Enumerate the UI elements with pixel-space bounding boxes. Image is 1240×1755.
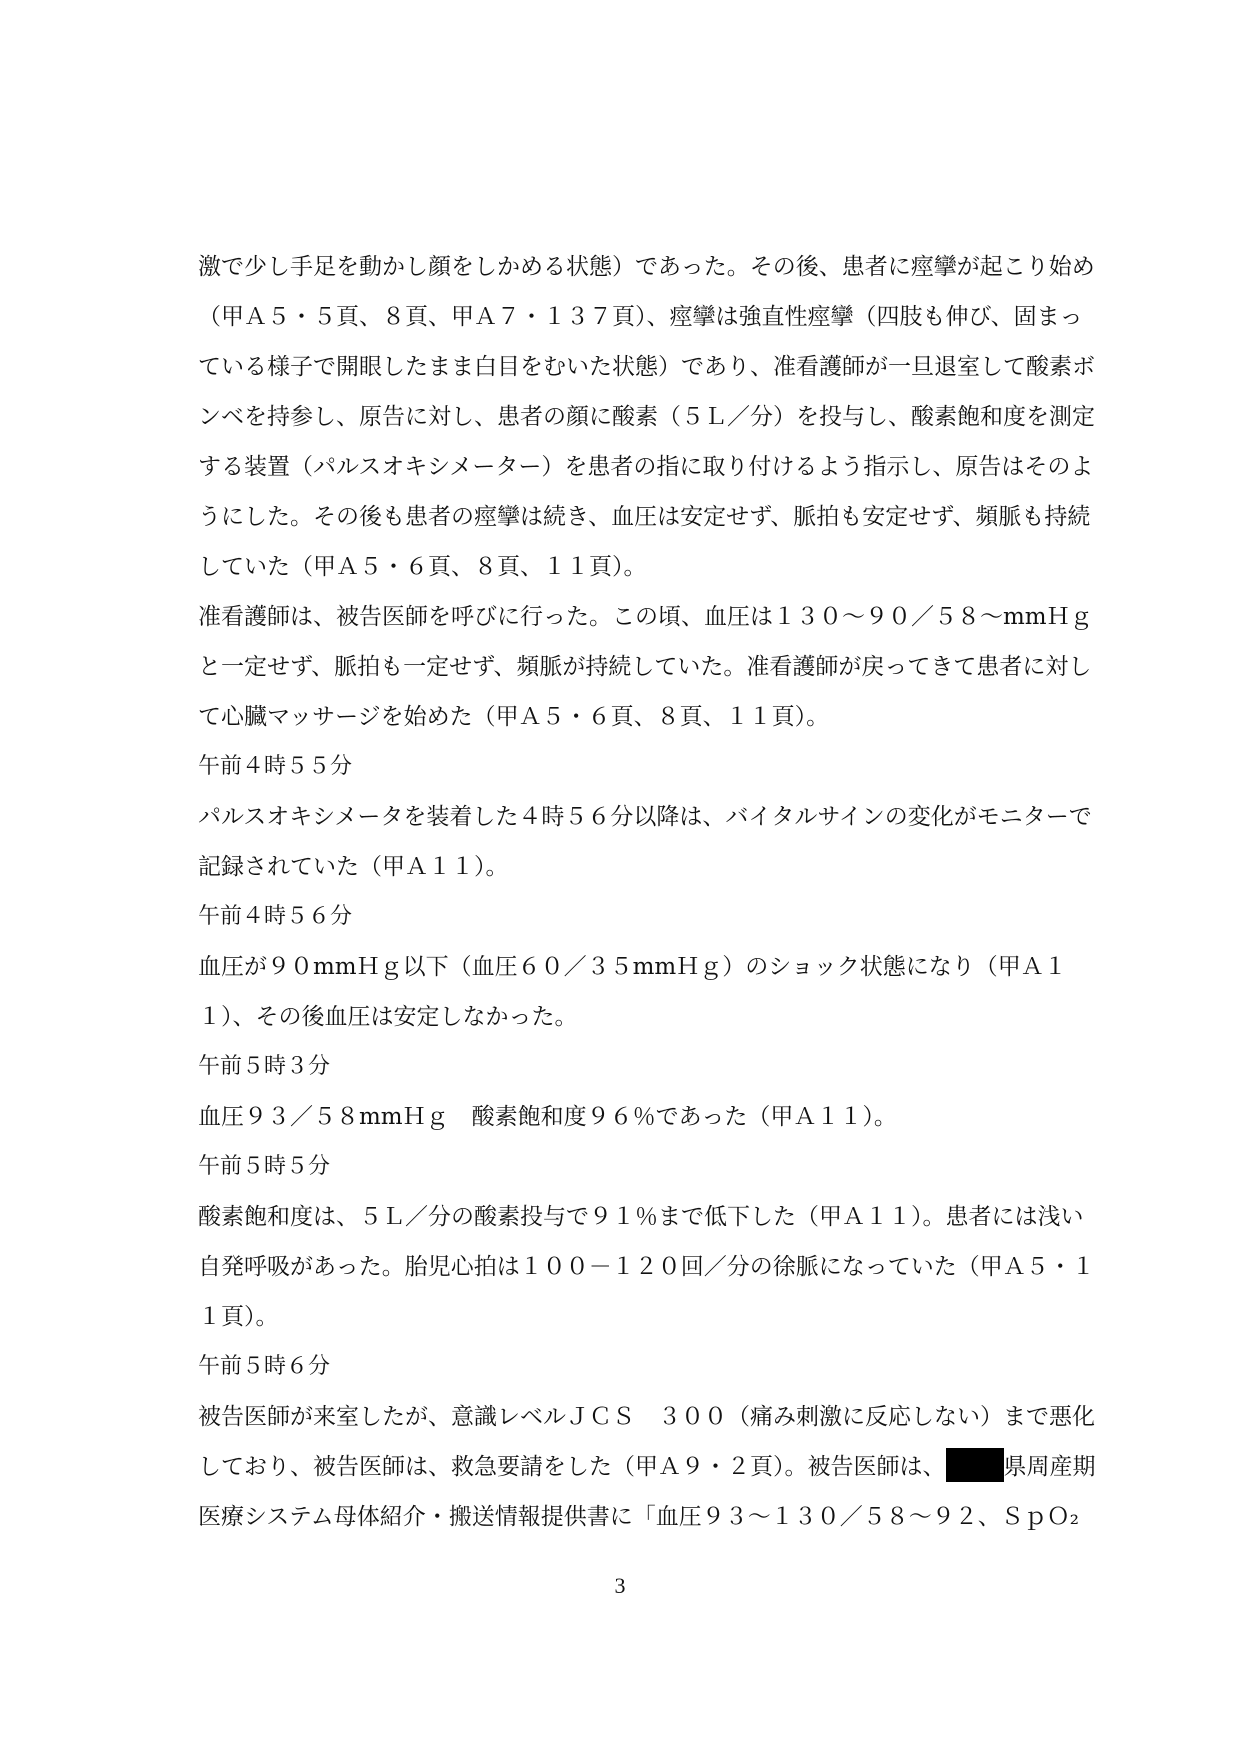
document-body [198, 242, 1103, 1542]
text-segment: しており、被告医師は、救急要請をした（甲Ａ９・２頁）。被告医師は、 [198, 1454, 946, 1480]
text-segment: 県周産期 [1003, 1454, 1096, 1480]
text-line: 血圧９３／５８mmＨｇ 酸素飽和度９６％であった（甲Ａ１１）。 [198, 1104, 897, 1130]
time-heading: 午前５時３分 [198, 1054, 331, 1079]
time-heading: 午前５時６分 [198, 1354, 331, 1379]
text-line [198, 1442, 1103, 1492]
text-line: 被告医師が来室したが、意識レベルＪＣＳ ３００（痛み刺激に反応しない）まで悪化 [198, 1404, 1095, 1430]
text-line: と一定せず、脈拍も一定せず、頻脈が持続していた。准看護師が戻ってきて患者に対し [198, 654, 1092, 680]
text-line: 激で少し手足を動かし顔をしかめる状態）であった。その後、患者に痙攣が起こり始め [198, 254, 1095, 280]
text-line: パルスオキシメータを装着した４時５６分以降は、バイタルサインの変化がモニターで [198, 804, 1092, 830]
text-line: １）、その後血圧は安定しなかった。 [198, 1004, 578, 1030]
text-line: １頁）。 [198, 1304, 279, 1330]
page-number: 3 [614, 1573, 626, 1598]
text-line: 記録されていた（甲Ａ１１）。 [198, 854, 509, 880]
time-heading: 午前４時５６分 [198, 904, 353, 929]
time-heading: 午前４時５５分 [198, 754, 353, 779]
time-heading: 午前５時５分 [198, 1154, 331, 1179]
text-line: うにした。その後も患者の痙攣は続き、血圧は安定せず、脈拍も安定せず、頻脈も持続 [198, 504, 1091, 530]
text-line: 准看護師は、被告医師を呼びに行った。この頃、血圧は１３０～９０／５８～mmＨｇ [198, 604, 1093, 630]
text-line: （甲Ａ５・５頁、８頁、甲Ａ７・１３７頁）、痙攣は強直性痙攣（四肢も伸び、固まっ [198, 304, 1083, 330]
text-line: 医療システム母体紹介・搬送情報提供書に「血圧９３～１３０／５８～９２、ＳｐＯ₂ [198, 1504, 1079, 1530]
redaction-block [946, 1448, 1004, 1482]
text-line: て心臓マッサージを始めた（甲Ａ５・６頁、８頁、１１頁）。 [198, 704, 830, 730]
text-line: ている様子で開眼したまま白目をむいた状態）であり、准看護師が一旦退室して酸素ボ [198, 354, 1095, 380]
text-line: 自発呼吸があった。胎児心拍は１００－１２０回／分の徐脈になっていた（甲Ａ５・１ [198, 1254, 1095, 1280]
text-line: 血圧が９０mmＨｇ以下（血圧６０／３５mmＨｇ）のショック状態になり（甲Ａ１ [198, 954, 1067, 980]
text-line: ンベを持参し、原告に対し、患者の顔に酸素（５Ｌ／分）を投与し、酸素飽和度を測定 [198, 404, 1095, 430]
text-line: する装置（パルスオキシメーター）を患者の指に取り付けるよう指示し、原告はそのよ [198, 454, 1094, 480]
text-line: していた（甲Ａ５・６頁、８頁、１１頁）。 [198, 554, 647, 580]
text-line: 酸素飽和度は、５Ｌ／分の酸素投与で９１％まで低下した（甲Ａ１１）。患者には浅い [198, 1204, 1084, 1230]
